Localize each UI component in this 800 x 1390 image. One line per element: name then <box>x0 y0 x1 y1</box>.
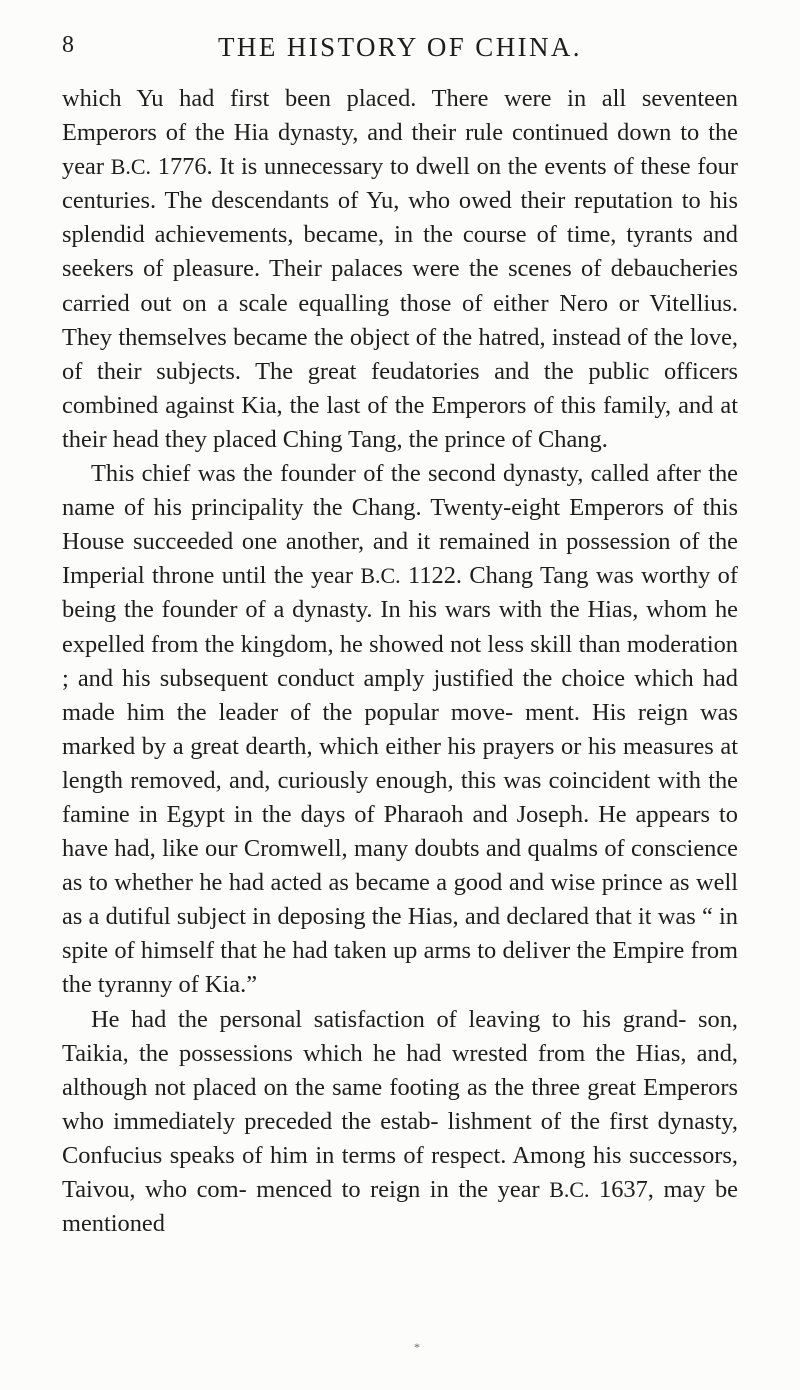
running-title: THE HISTORY OF CHINA. <box>218 32 582 62</box>
era-abbreviation: B.C. <box>360 563 401 589</box>
paragraph-3 <box>62 1003 738 1242</box>
era-abbreviation: B.C. <box>549 1177 590 1202</box>
printer-mark: * <box>414 1340 420 1354</box>
body-text <box>62 82 738 1241</box>
paragraph-text: 1122. Chang Tang was worthy of being the founder of a dynasty. In his wars with the Hias, whom he expelled from the kingdom, he showed not less skill than moderation ; and his subsequent conduct amply justified the choice which had made him the leader of the popular move- ment. His reign was marked by a great dearth, which either his prayers or his measures at length removed, and, curiously enough, this was coincident with the famine in Egypt in the days of Pharaoh and Joseph. He appears to have had, like our Cromwell, many doubts and qualms of conscience as to whether he had acted as became a good and wise prince as well as a dutiful subject in deposing the Hias, and declared that it was “ in spite of himself that he had taken up arms to deliver the Empire from the tyranny of Kia.” <box>62 562 738 999</box>
paragraph-2 <box>62 457 738 1003</box>
paragraph-text: 1637, may be mentioned <box>62 1176 739 1238</box>
paragraph-text: which Yu had first been placed. There were in all seventeen Emperors of the Hia dynasty, and their rule continued down to the year <box>62 85 738 181</box>
page-header <box>62 32 738 72</box>
page-number: 8 <box>62 32 75 58</box>
paragraph-text: 1776. It is unnecessary to dwell on the events of these four centuries. The descendants of Yu, who owed their reputation to his splendid achievements, became, in the course of time, tyrants and seekers of pleasure. Their palaces were the scenes of debaucheries carried out on a scale equalling those of either Nero or Vitellius. They themselves became the object of the hatred, instead of the love, of their subjects. The great feudatories and the public officers combined against Kia, the last of the Emperors of this family, and at their head they placed Ching Tang, the prince of Chang. <box>62 153 738 453</box>
paragraph-1 <box>62 82 738 457</box>
paragraph-text: He had the personal satisfaction of leaving to his grand- son, Taikia, the possessions which he had wrested from the Hias, and, although not placed on the same footing as the three great Emperors who immediately preceded the estab- lishment of the first dynasty, Confucius speaks of him in terms of respect. Among his successors, Taivou, who com- menced to reign in the year <box>62 1005 738 1203</box>
era-abbreviation: B.C. <box>110 154 151 180</box>
paragraph-text: This chief was the founder of the second dynasty, called after the name of his principality the Chang. Twenty-eight Emperors of this House succeeded one another, and it remained in possession of the Imperial throne until the year <box>62 460 738 590</box>
